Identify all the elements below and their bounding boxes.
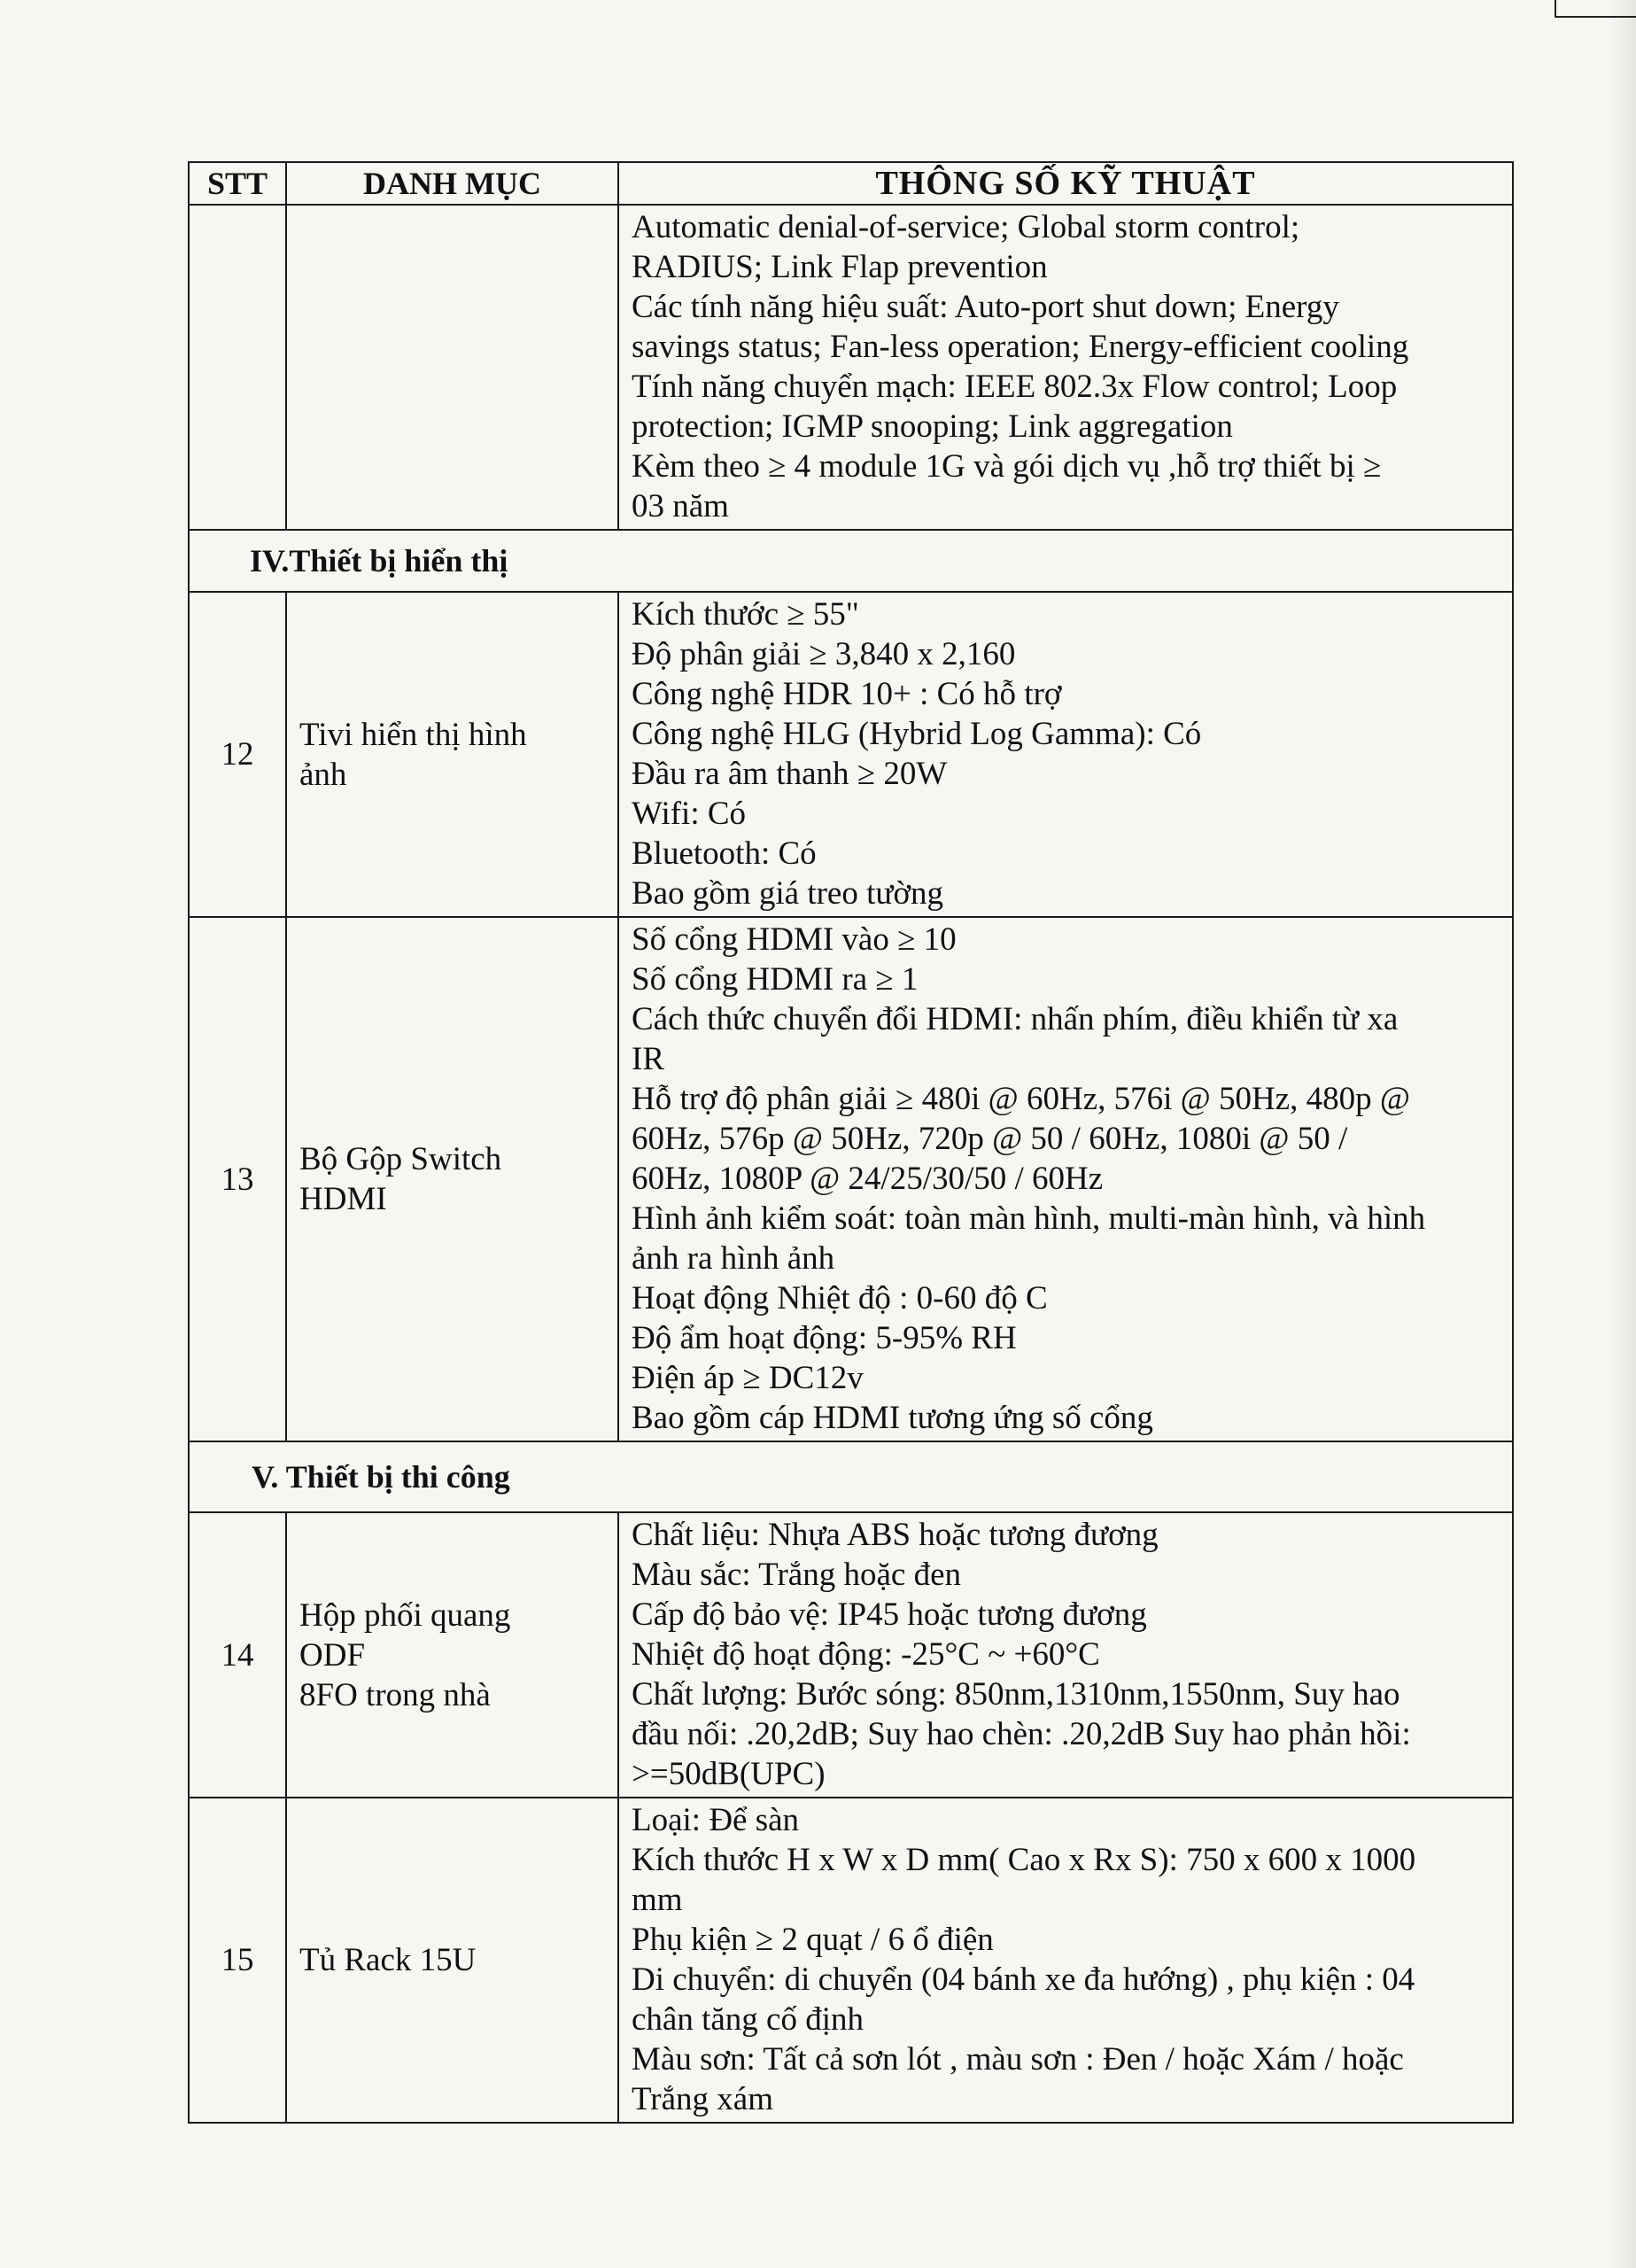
section-row-iv bbox=[189, 530, 1513, 592]
table-row-item-12 bbox=[189, 592, 1513, 917]
item-name-line: ODF bbox=[299, 1636, 366, 1674]
item-name-line: Tủ Rack 15U bbox=[299, 1942, 477, 1978]
spec-line: Wifi: Có bbox=[632, 796, 747, 832]
item-name-line: ảnh bbox=[299, 756, 347, 793]
spec-line: Đầu ra âm thanh ≥ 20W bbox=[632, 756, 948, 792]
spec-line: Màu sắc: Trắng hoặc đen bbox=[632, 1557, 961, 1593]
section-row-v bbox=[189, 1441, 1513, 1512]
item-name-line: 8FO trong nhà bbox=[299, 1676, 491, 1713]
item-stt: 14 bbox=[189, 1512, 286, 1798]
page-corner-mark bbox=[1555, 0, 1636, 18]
spec-line: Màu sơn: Tất cả sơn lót , màu sơn : Đen / hoặc Xám / hoặc bbox=[632, 2041, 1404, 2078]
spec-line: Hỗ trợ độ phân giải ≥ 480i @ 60Hz, 576i @ 50Hz, 480p @ bbox=[632, 1081, 1410, 1117]
spec-line: Chất liệu: Nhựa ABS hoặc tương đương bbox=[632, 1517, 1159, 1553]
item-name-line: Hộp phối quang bbox=[299, 1596, 511, 1634]
item-name bbox=[286, 592, 618, 917]
header-specs: THÔNG SỐ KỸ THUẬT bbox=[618, 162, 1513, 205]
item-stt: 12 bbox=[189, 592, 286, 917]
table-row-item-14 bbox=[189, 1512, 1513, 1798]
spec-line: chân tăng cố định bbox=[632, 2001, 864, 2038]
spec-line: Nhiệt độ hoạt động: -25°C ~ +60°C bbox=[632, 1636, 1100, 1673]
spec-line: savings status; Fan-less operation; Energy-efficient cooling bbox=[632, 329, 1409, 365]
continuation-name bbox=[286, 205, 618, 530]
continuation-row bbox=[189, 205, 1513, 530]
section-heading-iv: IV.Thiết bị hiển thị bbox=[189, 530, 1513, 592]
table-header-row bbox=[189, 162, 1513, 205]
spec-line: Số cổng HDMI vào ≥ 10 bbox=[632, 921, 957, 958]
item-specs bbox=[618, 1798, 1513, 2123]
item-stt: 15 bbox=[189, 1798, 286, 2123]
item-name-line: Tivi hiển thị hình bbox=[299, 716, 527, 753]
spec-line: Chất lượng: Bước sóng: 850nm,1310nm,1550nm, Suy hao bbox=[632, 1676, 1400, 1713]
item-name bbox=[286, 1512, 618, 1798]
item-name-line: Bộ Gộp Switch bbox=[299, 1141, 502, 1177]
item-name bbox=[286, 1798, 618, 2123]
spec-table bbox=[188, 161, 1514, 2124]
spec-line: Di chuyển: di chuyển (04 bánh xe đa hướng) , phụ kiện : 04 bbox=[632, 1961, 1415, 1998]
spec-line: Điện áp ≥ DC12v bbox=[632, 1360, 864, 1396]
item-name bbox=[286, 917, 618, 1441]
table-row-item-15 bbox=[189, 1798, 1513, 2123]
spec-line: Công nghệ HLG (Hybrid Log Gamma): Có bbox=[632, 716, 1202, 752]
spec-line: Bao gồm giá treo tường bbox=[632, 875, 944, 912]
spec-line: Tính năng chuyển mạch: IEEE 802.3x Flow control; Loop bbox=[632, 369, 1398, 405]
spec-line: Bluetooth: Có bbox=[632, 835, 817, 872]
spec-line: RADIUS; Link Flap prevention bbox=[632, 249, 1048, 285]
spec-line: IR bbox=[632, 1041, 664, 1077]
item-stt: 13 bbox=[189, 917, 286, 1441]
spec-line: Hoạt động Nhiệt độ : 0-60 độ C bbox=[632, 1280, 1048, 1317]
spec-line: protection; IGMP snooping; Link aggregation bbox=[632, 408, 1233, 445]
header-stt: STT bbox=[189, 162, 286, 205]
item-specs bbox=[618, 592, 1513, 917]
spec-line: Bao gồm cáp HDMI tương ứng số cổng bbox=[632, 1400, 1153, 1436]
header-category: DANH MỤC bbox=[286, 162, 618, 205]
spec-line: >=50dB(UPC) bbox=[632, 1756, 826, 1792]
continuation-stt bbox=[189, 205, 286, 530]
spec-line: Cấp độ bảo vệ: IP45 hoặc tương đương bbox=[632, 1596, 1147, 1633]
spec-line: Các tính năng hiệu suất: Auto-port shut down; Energy bbox=[632, 289, 1339, 325]
spec-line: mm bbox=[632, 1882, 683, 1918]
spec-line: Kèm theo ≥ 4 module 1G và gói dịch vụ ,hỗ trợ thiết bị ≥ bbox=[632, 448, 1382, 485]
spec-line: Loại: Để sàn bbox=[632, 1802, 800, 1838]
spec-line: Độ ẩm hoạt động: 5-95% RH bbox=[632, 1320, 1017, 1356]
section-heading-v: V. Thiết bị thi công bbox=[189, 1441, 1513, 1512]
spec-line: Cách thức chuyển đổi HDMI: nhấn phím, điều khiển từ xa bbox=[632, 1001, 1399, 1037]
spec-line: Độ phân giải ≥ 3,840 x 2,160 bbox=[632, 636, 1016, 672]
item-specs bbox=[618, 1512, 1513, 1798]
table-row-item-13 bbox=[189, 917, 1513, 1441]
spec-line: Trắng xám bbox=[632, 2081, 773, 2117]
page-edge-shadow bbox=[1609, 0, 1636, 2268]
spec-line: Phụ kiện ≥ 2 quạt / 6 ổ điện bbox=[632, 1922, 994, 1958]
item-specs bbox=[618, 917, 1513, 1441]
spec-line: ảnh ra hình ảnh bbox=[632, 1240, 835, 1277]
spec-line: Hình ảnh kiểm soát: toàn màn hình, multi-màn hình, và hình bbox=[632, 1200, 1426, 1237]
spec-line: 60Hz, 1080P @ 24/25/30/50 / 60Hz bbox=[632, 1161, 1104, 1197]
continuation-specs bbox=[618, 205, 1513, 530]
spec-line: 60Hz, 576p @ 50Hz, 720p @ 50 / 60Hz, 1080i @ 50 / bbox=[632, 1121, 1348, 1157]
spec-line: Kích thước H x W x D mm( Cao x Rx S): 750 x 600 x 1000 bbox=[632, 1842, 1416, 1878]
spec-line: đầu nối: .20,2dB; Suy hao chèn: .20,2dB Suy hao phản hồi: bbox=[632, 1716, 1411, 1752]
spec-line: Automatic denial-of-service; Global storm control; bbox=[632, 209, 1300, 245]
spec-line: Số cổng HDMI ra ≥ 1 bbox=[632, 961, 919, 998]
spec-line: Công nghệ HDR 10+ : Có hỗ trợ bbox=[632, 676, 1062, 712]
spec-line: 03 năm bbox=[632, 488, 729, 524]
spec-line: Kích thước ≥ 55" bbox=[632, 596, 859, 633]
item-name-line: HDMI bbox=[299, 1181, 387, 1217]
